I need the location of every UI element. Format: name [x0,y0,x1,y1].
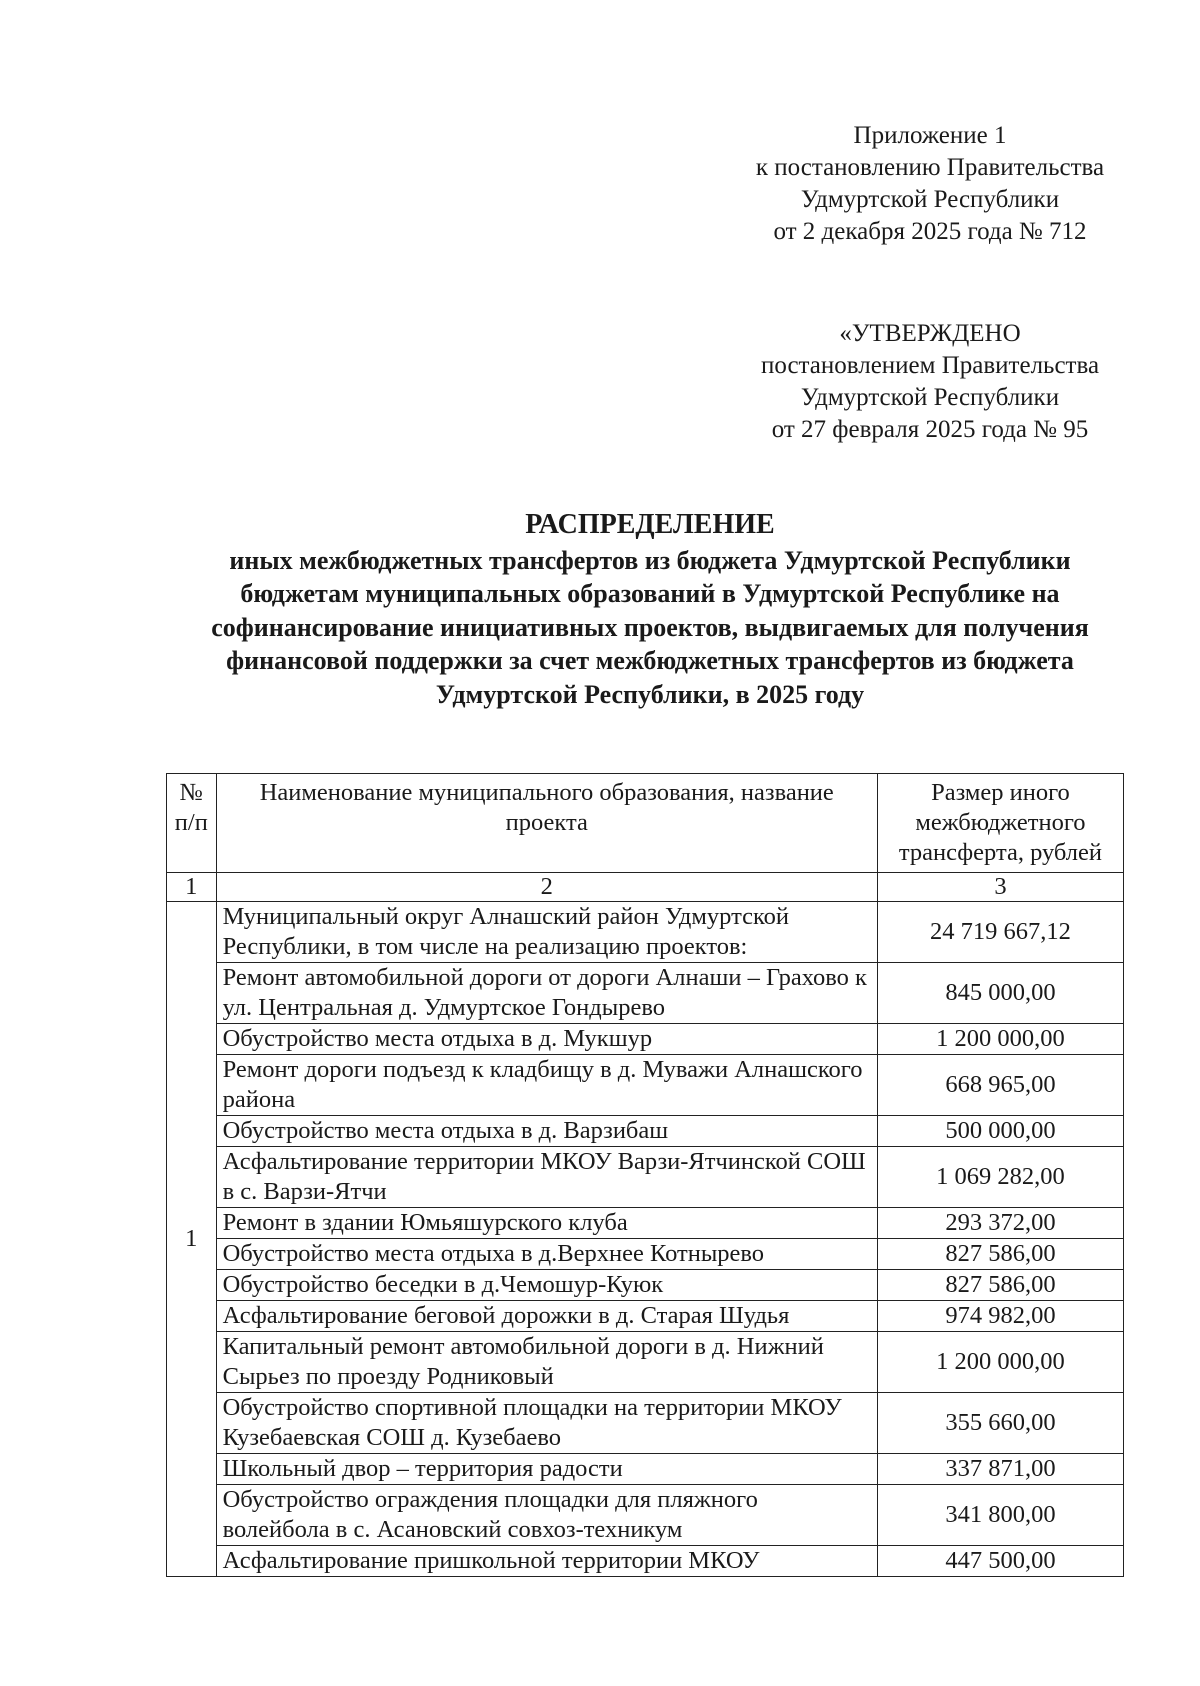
colnum-2: 2 [216,873,877,902]
row-amount: 500 000,00 [877,1116,1123,1147]
group-name: Муниципальный округ Алнашский район Удмуртской Республики, в том числе на реализацию проектов: [216,902,877,963]
row-amount: 337 871,00 [877,1454,1123,1485]
row-amount: 668 965,00 [877,1055,1123,1116]
annex-block [660,120,1200,248]
title-line-2: бюджетам муниципальных образований в Удмуртской Республике на [240,579,1060,608]
header-name: Наименование муниципального образования, название проекта [216,774,877,873]
table-row [167,963,1124,1024]
row-amount: 974 982,00 [877,1301,1123,1332]
row-name: Обустройство места отдыха в д. Мукшур [216,1024,877,1055]
table-row [167,1332,1124,1393]
group-amount: 24 719 667,12 [877,902,1123,963]
table-header-row [167,774,1124,873]
row-name: Ремонт дороги подъезд к кладбищу в д. Муважи Алнашского района [216,1055,877,1116]
row-amount: 1 069 282,00 [877,1147,1123,1208]
row-name: Асфальтирование территории МКОУ Варзи-Ятчинской СОШ в с. Варзи-Ятчи [216,1147,877,1208]
approved-line-1: «УТВЕРЖДЕНО [839,320,1021,347]
annex-line-1: Приложение 1 [853,122,1007,149]
annex-line-3: Удмуртской Республики [800,186,1060,213]
document-title [150,508,1150,711]
distribution-table [166,773,1124,1577]
title-line-1: иных межбюджетных трансфертов из бюджета Удмуртской Республики [229,545,1071,575]
table-row [167,1485,1124,1546]
row-name: Асфальтирование беговой дорожки в д. Старая Шудья [216,1301,877,1332]
row-name: Школьный двор – территория радости [216,1454,877,1485]
header-num: № п/п [167,774,217,873]
approved-block [660,318,1200,446]
table-row [167,1147,1124,1208]
table-row [167,1393,1124,1454]
row-amount: 341 800,00 [877,1485,1123,1546]
row-amount: 447 500,00 [877,1546,1123,1577]
table-row [167,1239,1124,1270]
title-line-4: финансовой поддержки за счет межбюджетных трансфертов из бюджета [226,646,1074,675]
table-row [167,1116,1124,1147]
title-line-3: софинансирование инициативных проектов, выдвигаемых для получения [211,612,1089,642]
title-line-5: Удмуртской Республики, в 2025 году [435,679,865,709]
header-amount: Размер иного межбюджетного трансферта, рублей [877,774,1123,873]
annex-line-4: от 2 декабря 2025 года № 712 [773,218,1087,245]
row-name: Обустройство места отдыха в д. Варзибаш [216,1116,877,1147]
row-amount: 1 200 000,00 [877,1024,1123,1055]
row-name: Ремонт в здании Юмьяшурского клуба [216,1208,877,1239]
row-name: Капитальный ремонт автомобильной дороги в д. Нижний Сырьез по проезду Родниковый [216,1332,877,1393]
column-number-row [167,873,1124,902]
row-name: Обустройство беседки в д.Чемошур-Куюк [216,1270,877,1301]
row-amount: 1 200 000,00 [877,1332,1123,1393]
row-name: Обустройство места отдыха в д.Верхнее Котнырево [216,1239,877,1270]
table-row [167,1055,1124,1116]
row-amount: 845 000,00 [877,963,1123,1024]
approved-line-3: Удмуртской Республики [800,384,1060,411]
table-row [167,1301,1124,1332]
table-row [167,1270,1124,1301]
row-amount: 827 586,00 [877,1239,1123,1270]
title-main: РАСПРЕДЕЛЕНИЕ [525,509,775,540]
group-row [167,902,1124,963]
colnum-3: 3 [877,873,1123,902]
annex-line-2: к постановлению Правительства [755,154,1105,181]
approved-line-2: постановлением Правительства [760,352,1100,379]
row-name: Обустройство ограждения площадки для пляжного волейбола в с. Асановский совхоз-техникум [216,1485,877,1546]
row-amount: 293 372,00 [877,1208,1123,1239]
table-row [167,1024,1124,1055]
row-name: Асфальтирование пришкольной территории МКОУ [216,1546,877,1577]
table-row [167,1454,1124,1485]
group-num: 1 [167,902,217,1577]
table-row [167,1546,1124,1577]
table-row [167,1208,1124,1239]
approved-line-4: от 27 февраля 2025 года № 95 [771,416,1089,443]
row-amount: 355 660,00 [877,1393,1123,1454]
row-amount: 827 586,00 [877,1270,1123,1301]
row-name: Ремонт автомобильной дороги от дороги Алнаши – Грахово к ул. Центральная д. Удмуртское Гондырево [216,963,877,1024]
colnum-1: 1 [167,873,217,902]
row-name: Обустройство спортивной площадки на территории МКОУ Кузебаевская СОШ д. Кузебаево [216,1393,877,1454]
